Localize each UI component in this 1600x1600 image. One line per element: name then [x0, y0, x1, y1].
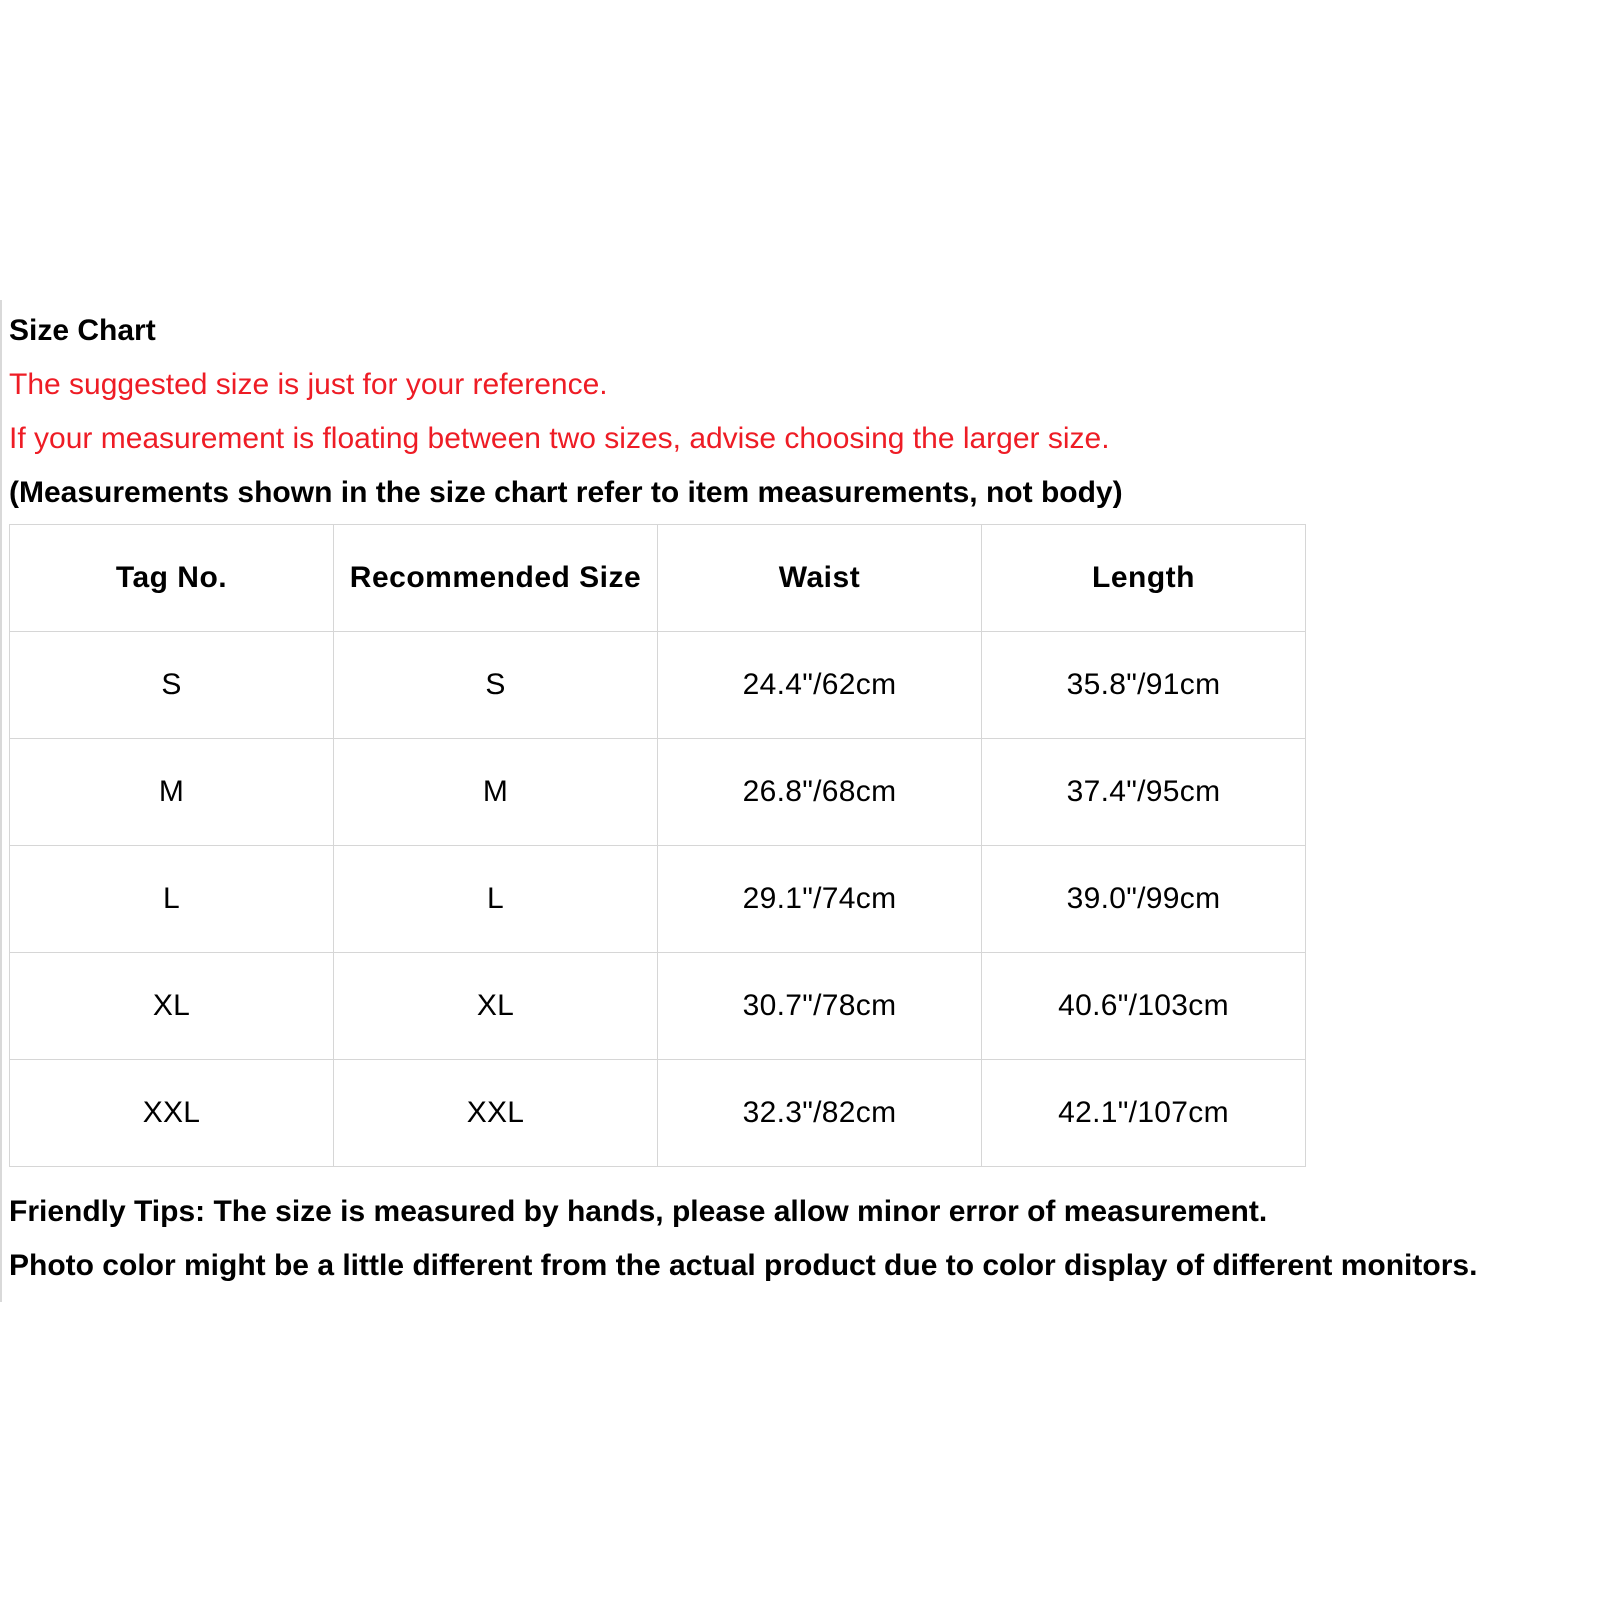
cell-length: 40.6"/103cm	[982, 953, 1306, 1060]
color-tip: Photo color might be a little different from the actual product due to color display of different monitors.	[9, 1249, 1478, 1282]
cell-tag-no: L	[10, 846, 334, 953]
cell-waist: 24.4"/62cm	[658, 632, 982, 739]
column-header-recommended-size: Recommended Size	[334, 525, 658, 632]
left-divider	[0, 300, 2, 1302]
cell-tag-no: S	[10, 632, 334, 739]
table-row	[10, 739, 1306, 846]
cell-waist: 30.7"/78cm	[658, 953, 982, 1060]
cell-recommended-size: XXL	[334, 1060, 658, 1167]
measurement-note: (Measurements shown in the size chart refer to item measurements, not body)	[9, 476, 1123, 509]
page-title: Size Chart	[9, 314, 156, 347]
sizing-advice-note: If your measurement is floating between two sizes, advise choosing the larger size.	[9, 422, 1110, 455]
cell-recommended-size: L	[334, 846, 658, 953]
cell-length: 42.1"/107cm	[982, 1060, 1306, 1167]
column-header-length: Length	[982, 525, 1306, 632]
cell-tag-no: M	[10, 739, 334, 846]
column-header-tag-no: Tag No.	[10, 525, 334, 632]
cell-waist: 29.1"/74cm	[658, 846, 982, 953]
cell-recommended-size: S	[334, 632, 658, 739]
table-row	[10, 1060, 1306, 1167]
table-row	[10, 632, 1306, 739]
reference-note: The suggested size is just for your reference.	[9, 368, 608, 401]
cell-tag-no: XL	[10, 953, 334, 1060]
cell-length: 39.0"/99cm	[982, 846, 1306, 953]
cell-recommended-size: M	[334, 739, 658, 846]
cell-length: 37.4"/95cm	[982, 739, 1306, 846]
cell-recommended-size: XL	[334, 953, 658, 1060]
cell-tag-no: XXL	[10, 1060, 334, 1167]
size-table	[9, 524, 1306, 1167]
measurement-tip: Friendly Tips: The size is measured by hands, please allow minor error of measurement.	[9, 1195, 1268, 1228]
table-header-row	[10, 525, 1306, 632]
size-chart-document	[9, 300, 1599, 1293]
cell-length: 35.8"/91cm	[982, 632, 1306, 739]
cell-waist: 32.3"/82cm	[658, 1060, 982, 1167]
table-row	[10, 846, 1306, 953]
table-row	[10, 953, 1306, 1060]
column-header-waist: Waist	[658, 525, 982, 632]
cell-waist: 26.8"/68cm	[658, 739, 982, 846]
